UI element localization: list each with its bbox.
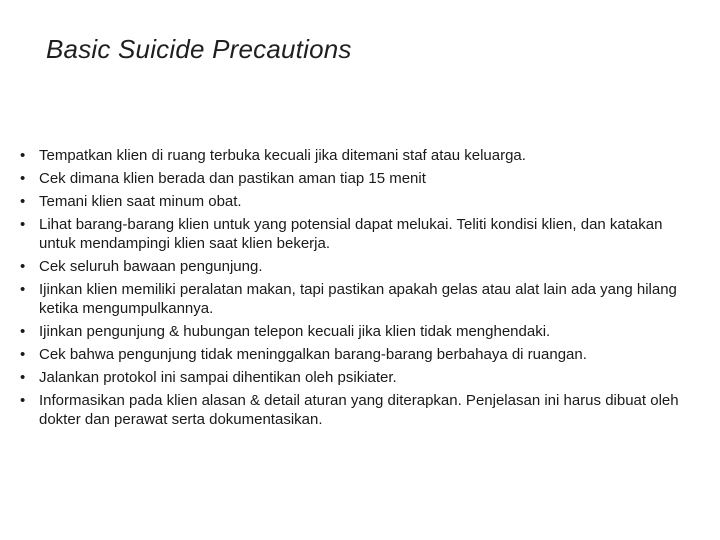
bullet-text: Lihat barang-barang klien untuk yang potensial dapat melukai. Teliti kondisi klien, dan katakan untuk mendampingi klien saat klien bekerja. bbox=[39, 216, 663, 252]
bullet-icon: • bbox=[20, 281, 26, 298]
bullet-icon: • bbox=[20, 392, 26, 409]
bullet-text: Informasikan pada klien alasan & detail aturan yang diterapkan. Penjelasan ini harus dibuat oleh dokter dan perawat serta dokumentasikan. bbox=[39, 392, 679, 428]
bullet-list bbox=[20, 146, 692, 433]
bullet-icon: • bbox=[20, 170, 26, 187]
bullet-text: Cek bahwa pengunjung tidak meninggalkan barang-barang berbahaya di ruangan. bbox=[39, 346, 587, 363]
bullet-icon: • bbox=[20, 369, 26, 386]
bullet-item bbox=[20, 192, 692, 211]
bullet-text: Cek dimana klien berada dan pastikan aman tiap 15 menit bbox=[39, 170, 426, 187]
bullet-item bbox=[20, 322, 692, 341]
bullet-text: Ijinkan pengunjung & hubungan telepon kecuali jika klien tidak menghendaki. bbox=[39, 323, 551, 340]
bullet-item bbox=[20, 169, 692, 188]
bullet-item bbox=[20, 368, 692, 387]
bullet-text: Cek seluruh bawaan pengunjung. bbox=[39, 258, 263, 275]
bullet-icon: • bbox=[20, 323, 26, 340]
bullet-text: Tempatkan klien di ruang terbuka kecuali jika ditemani staf atau keluarga. bbox=[39, 147, 526, 164]
bullet-icon: • bbox=[20, 216, 26, 233]
bullet-icon: • bbox=[20, 346, 26, 363]
bullet-text: Temani klien saat minum obat. bbox=[39, 193, 242, 210]
bullet-item bbox=[20, 215, 692, 253]
bullet-item bbox=[20, 345, 692, 364]
bullet-item bbox=[20, 146, 692, 165]
bullet-text: Jalankan protokol ini sampai dihentikan oleh psikiater. bbox=[39, 369, 397, 386]
bullet-item bbox=[20, 257, 692, 276]
bullet-item bbox=[20, 391, 692, 429]
bullet-icon: • bbox=[20, 193, 26, 210]
bullet-icon: • bbox=[20, 147, 26, 164]
bullet-item bbox=[20, 280, 692, 318]
slide-title: Basic Suicide Precautions bbox=[46, 34, 352, 64]
bullet-icon: • bbox=[20, 258, 26, 275]
bullet-text: Ijinkan klien memiliki peralatan makan, tapi pastikan apakah gelas atau alat lain ada yang hilang ketika mengumpulkannya. bbox=[39, 281, 677, 317]
